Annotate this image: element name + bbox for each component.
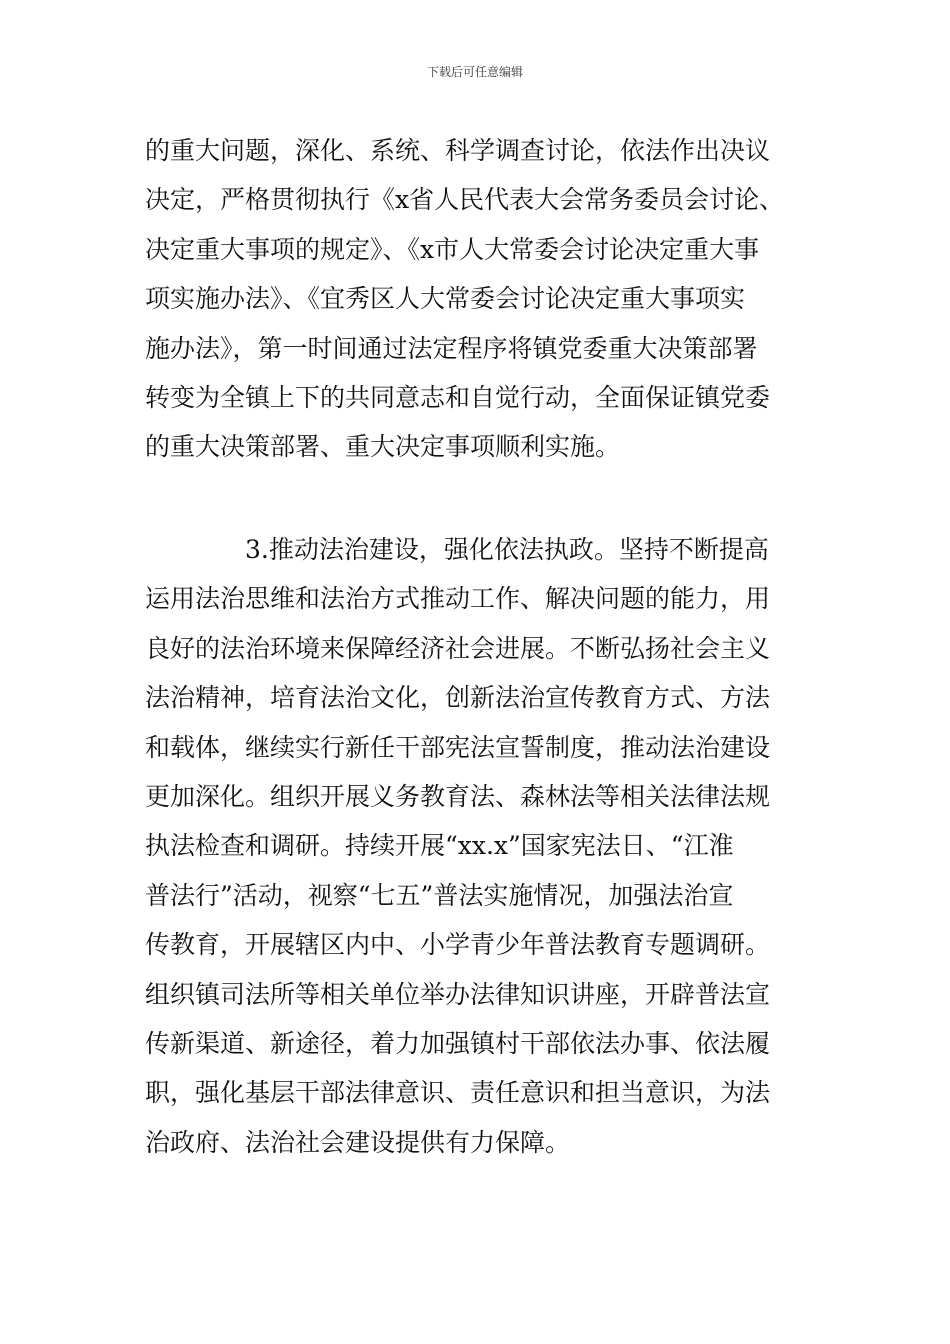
text-line: 法治精神，培育法治文化，创新法治宣传教育方式、方法 (145, 683, 771, 713)
text-line: 更加深化。组织开展义务教育法、森林法等相关法律法规 (145, 781, 771, 811)
text-line: 普法行”活动，视察“七五”普法实施情况，加强法治宣 (145, 880, 734, 910)
paragraph-2 (145, 525, 825, 1167)
paragraph-1 (145, 126, 825, 472)
text-line: 和载体，继续实行新任干部宪法宣誓制度，推动法治建设 (145, 732, 771, 762)
text-line: 组织镇司法所等相关单位举办法律知识讲座，开辟普法宣 (145, 979, 771, 1009)
text-line: 转变为全镇上下的共同意志和自觉行动，全面保证镇党委 (145, 382, 771, 412)
page-header: 下载后可任意编辑 (426, 65, 523, 79)
text-line: 传教育，开展辖区内中、小学青少年普法教育专题调研。 (145, 930, 771, 960)
text-line: 项实施办法》、《宜秀区人大常委会讨论决定重大事项实 (145, 284, 746, 314)
text-line: 良好的法治环境来保障经济社会进展。不断弘扬社会主义 (145, 633, 771, 663)
text-line: 决定，严格贯彻执行《x省人民代表大会常务委员会讨论、 (145, 185, 785, 215)
text-line: 施办法》，第一时间通过法定程序将镇党委重大决策部署 (145, 333, 758, 363)
text-line: 决定重大事项的规定》、《x市人大常委会讨论决定重大事 (145, 234, 760, 264)
text-line-first: 3.推动法治建设，强化依法执政。坚持不断提高 (245, 535, 769, 564)
text-line: 治政府、法治社会建设提供有力保障。 (145, 1127, 571, 1157)
text-line: 执法检查和调研。持续开展“xx.x”国家宪法日、“江淮 (145, 831, 734, 861)
text-line: 职，强化基层干部法律意识、责任意识和担当意识，为法 (145, 1078, 771, 1108)
text-line: 的重大决策部署、重大决定事项顺利实施。 (145, 432, 621, 462)
text-line: 传新渠道、新途径，着力加强镇村干部依法办事、依法履 (145, 1028, 771, 1058)
text-line: 的重大问题，深化、系统、科学调查讨论，依法作出决议 (145, 136, 771, 165)
text-line: 运用法治思维和法治方式推动工作、解决问题的能力，用 (145, 584, 771, 614)
